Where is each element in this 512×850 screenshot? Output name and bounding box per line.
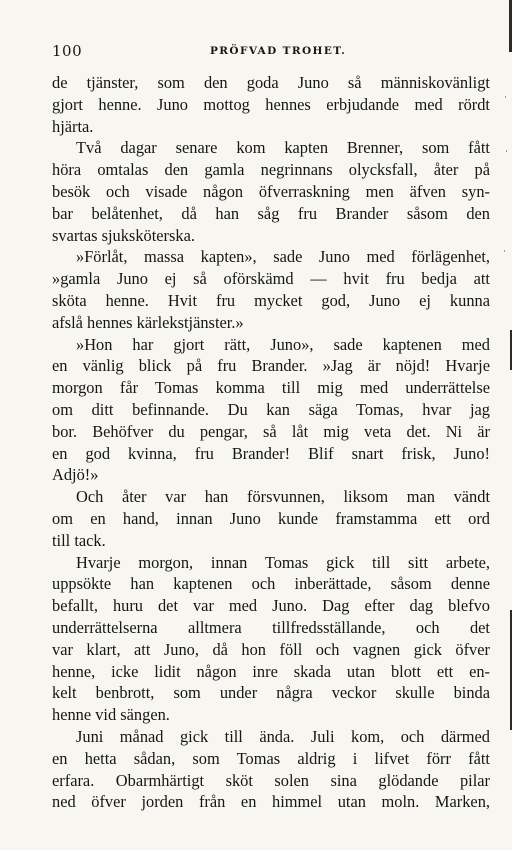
text-line: sköta henne. Hvit fru mycket god, Juno ej kunna	[52, 290, 490, 310]
text-line: Hvarje morgon, innan Tomas gick till sitt arbete,	[76, 552, 490, 572]
text-line: var klart, att Juno, då hon föll och vagnen gick öfver	[52, 639, 490, 659]
text-line: gjort henne. Juno mottog hennes erbjudande med rördt	[52, 94, 490, 114]
text-line: svartas sjuksköterska.	[52, 225, 195, 245]
text-line: besök och visade någon öfverraskning men äfven syn-	[52, 181, 490, 201]
text-line: ned öfver jorden från en himmel utan moln. Marken,	[52, 792, 490, 812]
text-line: »gamla Juno ej så oförskämd — hvit fru bedja att	[52, 269, 490, 289]
text-line: »Hon har gjort rätt, Juno», sade kaptenen med	[76, 334, 490, 354]
text-line: kelt benbrott, som under några veckor skulle binda	[52, 683, 490, 703]
text-line: bar belåtenhet, då han såg fru Brander såsom den	[52, 203, 490, 223]
text-line: de tjänster, som den goda Juno så människovänligt	[52, 73, 490, 92]
text-line: en hetta sådan, som Tomas aldrig i lifvet förr fått	[52, 748, 490, 768]
page-header	[52, 42, 487, 64]
running-title: PRÖFVAD TROHET.	[210, 45, 347, 57]
text-line: bor. Behöfver du pengar, så låt mig veta det. Ni är	[52, 421, 490, 441]
text-line: Två dagar senare kom kapten Brenner, som fått	[76, 138, 490, 158]
text-line: Juni månad gick till ända. Juli kom, och därmed	[76, 726, 490, 746]
text-line: en vänlig blick på fru Brander. »Jag är nöjd! Hvarje	[52, 356, 490, 376]
text-line: Adjö!»	[52, 465, 99, 485]
text-line: hjärta.	[52, 116, 94, 136]
text-line: henne vid sängen.	[52, 705, 170, 725]
text-line: uppsökte han kaptenen och inberättade, såsom denne	[52, 574, 490, 594]
scan-speck	[506, 150, 507, 152]
scan-speck	[504, 250, 505, 252]
text-line: om ditt befinnande. Du kan säga Tomas, hvar jag	[52, 399, 490, 419]
page-number: 100	[52, 42, 83, 60]
text-line: afslå hennes kärlekstjänster.»	[52, 312, 244, 332]
text-line: till tack.	[52, 530, 106, 550]
text-line: henne, icke lidit någon inre skada utan blott ett en-	[52, 661, 490, 681]
scan-speck	[505, 96, 506, 98]
text-line: befallt, huru det var med Juno. Dag efter dag blefvo	[52, 596, 490, 616]
text-line: om en hand, innan Juno kunde framstamma ett ord	[52, 508, 490, 528]
text-line: en god kvinna, fru Brander! Blif snart frisk, Juno!	[52, 443, 490, 463]
text-line: morgon får Tomas komma till mig med underrättelse	[52, 378, 490, 398]
body-text	[52, 72, 490, 813]
text-line: erfara. Obarmhärtigt sköt solen sina glödande pilar	[52, 770, 490, 790]
text-line: Och åter var han försvunnen, liksom man vändt	[76, 487, 490, 507]
text-line: höra omtalas den gamla negrinnans olycksfall, åter på	[52, 160, 490, 180]
text-line: »Förlåt, massa kapten», sade Juno med förlägenhet,	[76, 247, 490, 267]
text-line: underrättelserna alltmera tillfredsställande, och det	[52, 617, 490, 637]
